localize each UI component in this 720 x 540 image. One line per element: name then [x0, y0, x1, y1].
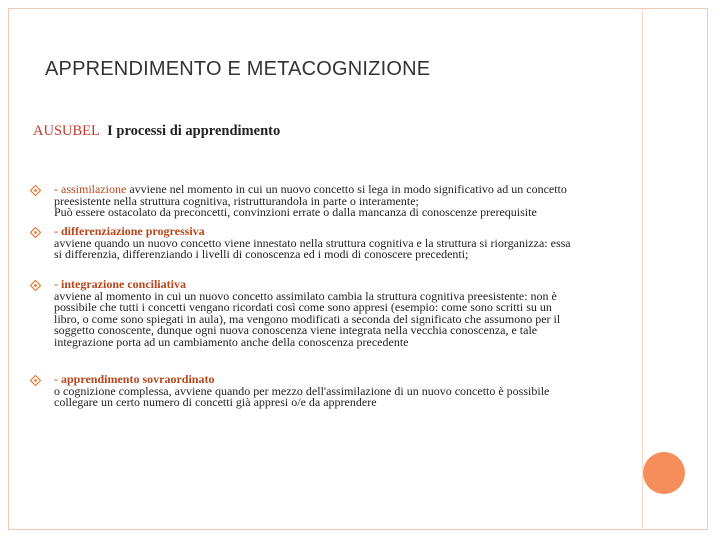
bullet-line: o cognizione complessa, avviene quando per mezzo dell'assimilazione di un nuovo concetto è possibile: [54, 383, 550, 398]
slide-subtitle: [33, 123, 280, 140]
bullet-line: integrazione porta ad un cambiamento anche della conoscenza precedente: [54, 334, 409, 349]
diamond-bullet-icon: [30, 227, 41, 238]
diamond-bullet-icon: [30, 280, 41, 291]
bullet-line: avviene nel momento in cui un nuovo concetto si lega in modo significativo ad un concetto: [126, 182, 567, 196]
bullet-line: avviene al momento in cui un nuovo concetto assimilato cambia la struttura cognitiva preesistente: non è: [54, 288, 557, 303]
bullet-prefix: -: [54, 182, 61, 196]
bullet-term: integrazione conciliativa: [61, 277, 186, 291]
slide-title: APPRENDIMENTO E METACOGNIZIONE: [45, 58, 431, 80]
bullet-term: assimilazione: [61, 182, 127, 196]
bullet-line: Può essere ostacolato da preconcetti, convinzioni errate o dalla mancanza di conoscenze prerequisite: [54, 205, 537, 219]
subtitle-topic: I processi di apprendimento: [107, 123, 281, 139]
bullet-term: differenziazione progressiva: [61, 224, 205, 238]
bullet-line: collegare un certo numero di concetti già appresi o/e da apprendere: [54, 395, 377, 409]
bullet-line: libro, o come sono spiegati in aula), ma vengono modificati a seconda del significato che assumono per il: [54, 311, 561, 326]
diamond-bullet-icon: [30, 185, 41, 196]
subtitle-author: AUSUBEL: [33, 123, 100, 139]
bullet-line: si differenzia, differenziando i livelli di conoscenza ed i modi di conoscere precedenti;: [54, 247, 469, 261]
slide-frame: [8, 8, 708, 530]
bullet-prefix: -: [54, 224, 61, 238]
bullet-line: possibile che tutti i concetti vengano ricordati così come sono appresi (esempio: come sono scritti su un: [54, 300, 552, 314]
bullet-line: preesistente nella struttura cognitiva, ristrutturandola in parte o interamente;: [54, 193, 419, 208]
bullet-prefix: -: [54, 277, 61, 291]
list-item: [30, 374, 660, 409]
bullet-prefix: -: [54, 372, 61, 386]
bullet-term: apprendimento sovraordinato: [61, 372, 215, 386]
list-item: [30, 226, 660, 261]
bullet-line: avviene quando un nuovo concetto viene innestato nella struttura cognitiva e la struttura si riorganizza: essa: [54, 235, 571, 250]
bullet-line: soggetto conoscente, dunque ogni nuova conoscenza viene integrata nella vecchia conoscenza, e tale: [54, 323, 538, 337]
right-margin-line: [642, 8, 643, 528]
list-item: [30, 279, 660, 348]
list-item: [30, 184, 660, 219]
diamond-bullet-icon: [30, 375, 41, 386]
orange-circle-icon: [643, 452, 685, 494]
